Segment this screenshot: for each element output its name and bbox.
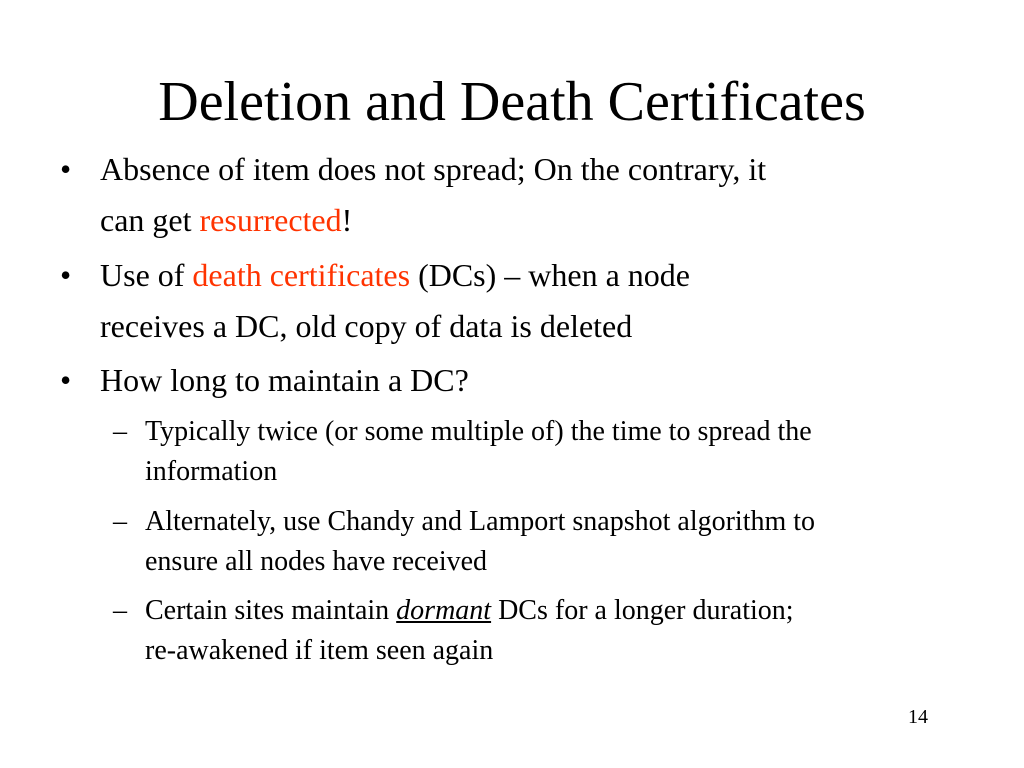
bullet-text: receives a DC, old copy of data is deleted: [100, 308, 633, 344]
sub-bullet-marker: –: [113, 595, 127, 626]
sub-bullet-text: DCs for a longer duration;: [491, 595, 794, 626]
sub-bullet-text: Alternately, use Chandy and Lamport snapshot algorithm to: [145, 506, 816, 537]
bullet-line: [100, 355, 960, 406]
bullet-item: [60, 355, 960, 406]
sub-bullet-line: [145, 591, 975, 631]
sub-bullet-line: [145, 631, 975, 671]
slide-title: Deletion and Death Certificates: [158, 71, 866, 133]
sub-bullet-item: [113, 412, 975, 492]
sub-bullet-text: Typically twice (or some multiple of) the time to spread the: [145, 416, 812, 447]
page-number: 14: [908, 706, 928, 728]
sub-bullet-item: [113, 591, 975, 671]
bullet-marker: •: [60, 362, 72, 398]
sub-bullet-text: information: [145, 456, 278, 487]
bullet-text: (DCs) – when a node: [410, 257, 690, 293]
bullet-line: [100, 144, 960, 195]
sub-bullet-text: Certain sites maintain: [145, 595, 397, 626]
bullet-line: [100, 250, 960, 301]
sub-bullet-line: [145, 452, 975, 492]
sub-bullet-marker: –: [113, 416, 127, 447]
bullet-line: [100, 195, 960, 246]
bullet-marker: •: [60, 151, 72, 187]
emphasis-text: dormant: [396, 595, 492, 626]
highlight-text: death certificates: [192, 257, 411, 293]
sub-bullet-line: [145, 412, 975, 452]
sub-bullet-line: [145, 502, 975, 542]
bullet-line: [100, 301, 960, 352]
bullet-text: can get: [100, 202, 200, 238]
bullet-item: [60, 250, 960, 352]
bullet-marker: •: [60, 257, 72, 293]
bullet-text: Absence of item does not spread; On the contrary, it: [100, 151, 767, 187]
sub-bullet-item: [113, 502, 975, 582]
bullet-text: Use of: [100, 257, 193, 293]
sub-bullet-text: re-awakened if item seen again: [145, 635, 494, 666]
sub-bullet-line: [145, 542, 975, 582]
bullet-item: [60, 144, 960, 246]
bullet-text: How long to maintain a DC?: [100, 362, 469, 398]
sub-bullet-marker: –: [113, 506, 127, 537]
bullet-text: !: [341, 202, 353, 238]
highlight-text: resurrected: [199, 202, 342, 238]
sub-bullet-text: ensure all nodes have received: [145, 546, 488, 577]
